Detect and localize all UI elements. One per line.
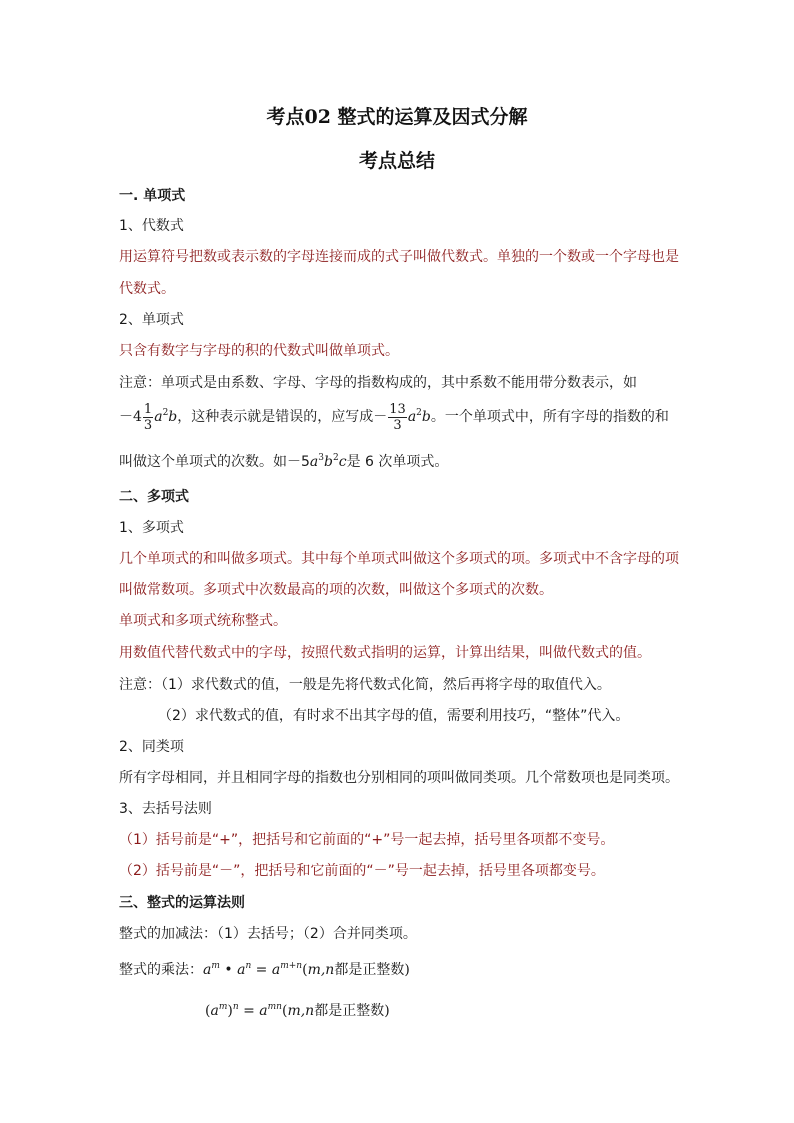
exponent: 2 (416, 408, 422, 418)
fraction-numerator: 1 (143, 401, 153, 417)
power-rule (205, 1001, 390, 1021)
definition-algebraic-expression-line1: 用运算符号把数或表示数的字母连接而成的式子叫做代数式。单独的一个数或一个字母也是 (119, 249, 679, 265)
exponent: 2 (332, 453, 339, 463)
subheading-monomial: 2、单项式 (119, 312, 184, 328)
subheading-polynomial: 1、多项式 (119, 520, 184, 536)
note-evaluation-1: 注意：（1）求代数式的值，一般是先将代数式化简，然后再将字母的取值代入。 (119, 677, 611, 693)
note-text-middle: ，这种表示就是错误的，应写成－ (177, 409, 388, 425)
note-evaluation-2: （2）求代数式的值，有时求不出其字母的值，需要利用技巧，“整体”代入。 (158, 708, 630, 724)
definition-polynomial-line2: 叫做常数项。多项式中次数最高的项的次数，叫做这个多项式的次数。 (119, 582, 553, 598)
addition-rule: 整式的加减法：（1）去括号；（2）合并同类项。 (119, 926, 417, 942)
page-subtitle: 考点总结 (358, 150, 435, 172)
section-heading-polynomial: 二、多项式 (119, 489, 189, 505)
variable-b: b (421, 409, 431, 425)
note-monomial-line1: 注意：单项式是由系数、字母、字母的指数构成的，其中系数不能用带分数表示，如 (119, 375, 637, 391)
section-heading-monomial: 一. 单项式 (119, 188, 186, 204)
multiplication-rule (119, 960, 410, 980)
page-title: 考点02 整式的运算及因式分解 (266, 106, 528, 128)
variable-a: a (154, 409, 163, 425)
definition-integral-expression: 单项式和多项式统称整式。 (119, 613, 287, 629)
subheading-algebraic-expression: 1、代数式 (119, 218, 184, 234)
condition-vars: m,n (307, 962, 335, 978)
condition-vars: m,n (287, 1003, 315, 1019)
equals-sign: = (238, 1003, 260, 1019)
condition-text: 都是正整数) (314, 1003, 390, 1019)
fraction-thirteen-thirds (388, 402, 407, 433)
definition-like-terms: 所有字母相同，并且相同字母的指数也分别相同的项叫做同类项。几个常数项也是同类项。 (119, 770, 679, 786)
base-a: a (210, 1003, 219, 1019)
condition-text: 都是正整数) (334, 962, 410, 978)
condition-open: ( (281, 1003, 288, 1019)
fraction-one-third (143, 402, 153, 433)
fraction-denominator: 3 (393, 417, 402, 433)
fraction-numerator: 13 (389, 401, 406, 417)
fraction-denominator: 3 (143, 417, 153, 433)
definition-algebraic-expression-line2: 代数式。 (119, 281, 175, 297)
exponent-m: m (218, 1002, 228, 1012)
exponent-m: m (211, 961, 220, 971)
exponent-n: n (232, 1002, 239, 1012)
note-coefficient: －4 (119, 409, 142, 425)
note-monomial-line2 (119, 400, 669, 434)
multiplication-label: 整式的乘法： (119, 962, 203, 978)
variable-a: a (309, 454, 319, 470)
base-a: a (271, 962, 281, 978)
bracket-rule-minus: （2）括号前是“－”，把括号和它前面的“－”号一起去掉，括号里各项都变号。 (119, 863, 605, 879)
subheading-like-terms: 2、同类项 (119, 739, 184, 755)
variable-b: b (324, 454, 333, 470)
exponent: 3 (318, 453, 325, 463)
base-a: a (203, 962, 212, 978)
variable-b: b (168, 409, 178, 425)
definition-monomial: 只含有数字与字母的积的代数式叫做单项式。 (119, 343, 399, 359)
definition-expression-value: 用数值代替代数式中的字母，按照代数式指明的运算，计算出结果，叫做代数式的值。 (119, 645, 651, 661)
variable-a: a (407, 409, 417, 425)
note-monomial-line3 (119, 452, 448, 472)
bracket-rule-plus: （1）括号前是“+”，把括号和它前面的“+”号一起去掉，括号里各项都不变号。 (119, 832, 615, 848)
exponent-m-plus-n: m+n (280, 961, 303, 971)
base-a: a (259, 1003, 268, 1019)
exponent-n: n (245, 961, 252, 971)
variable-c: c (338, 454, 347, 470)
note-degree-end: 是 6 次单项式。 (346, 454, 449, 470)
condition-open: ( (302, 962, 308, 978)
definition-polynomial-line1: 几个单项式的和叫做多项式。其中每个单项式叫做这个多项式的项。多项式中不含字母的项 (119, 551, 679, 567)
note-text-end: 。一个单项式中，所有字母的指数的和 (430, 409, 669, 425)
note-degree-text: 叫做这个单项式的次数。如－5 (119, 454, 310, 470)
base-a: a (237, 962, 246, 978)
subheading-bracket-rules: 3、去括号法则 (119, 801, 212, 817)
equals-sign: = (251, 962, 272, 978)
section-heading-operation-rules: 三、整式的运算法则 (119, 895, 245, 911)
multiplication-dot: • (219, 962, 238, 978)
exponent-mn: mn (267, 1002, 282, 1012)
paren-close: ) (227, 1003, 233, 1019)
paren-open: ( (205, 1003, 211, 1019)
exponent: 2 (162, 408, 169, 418)
